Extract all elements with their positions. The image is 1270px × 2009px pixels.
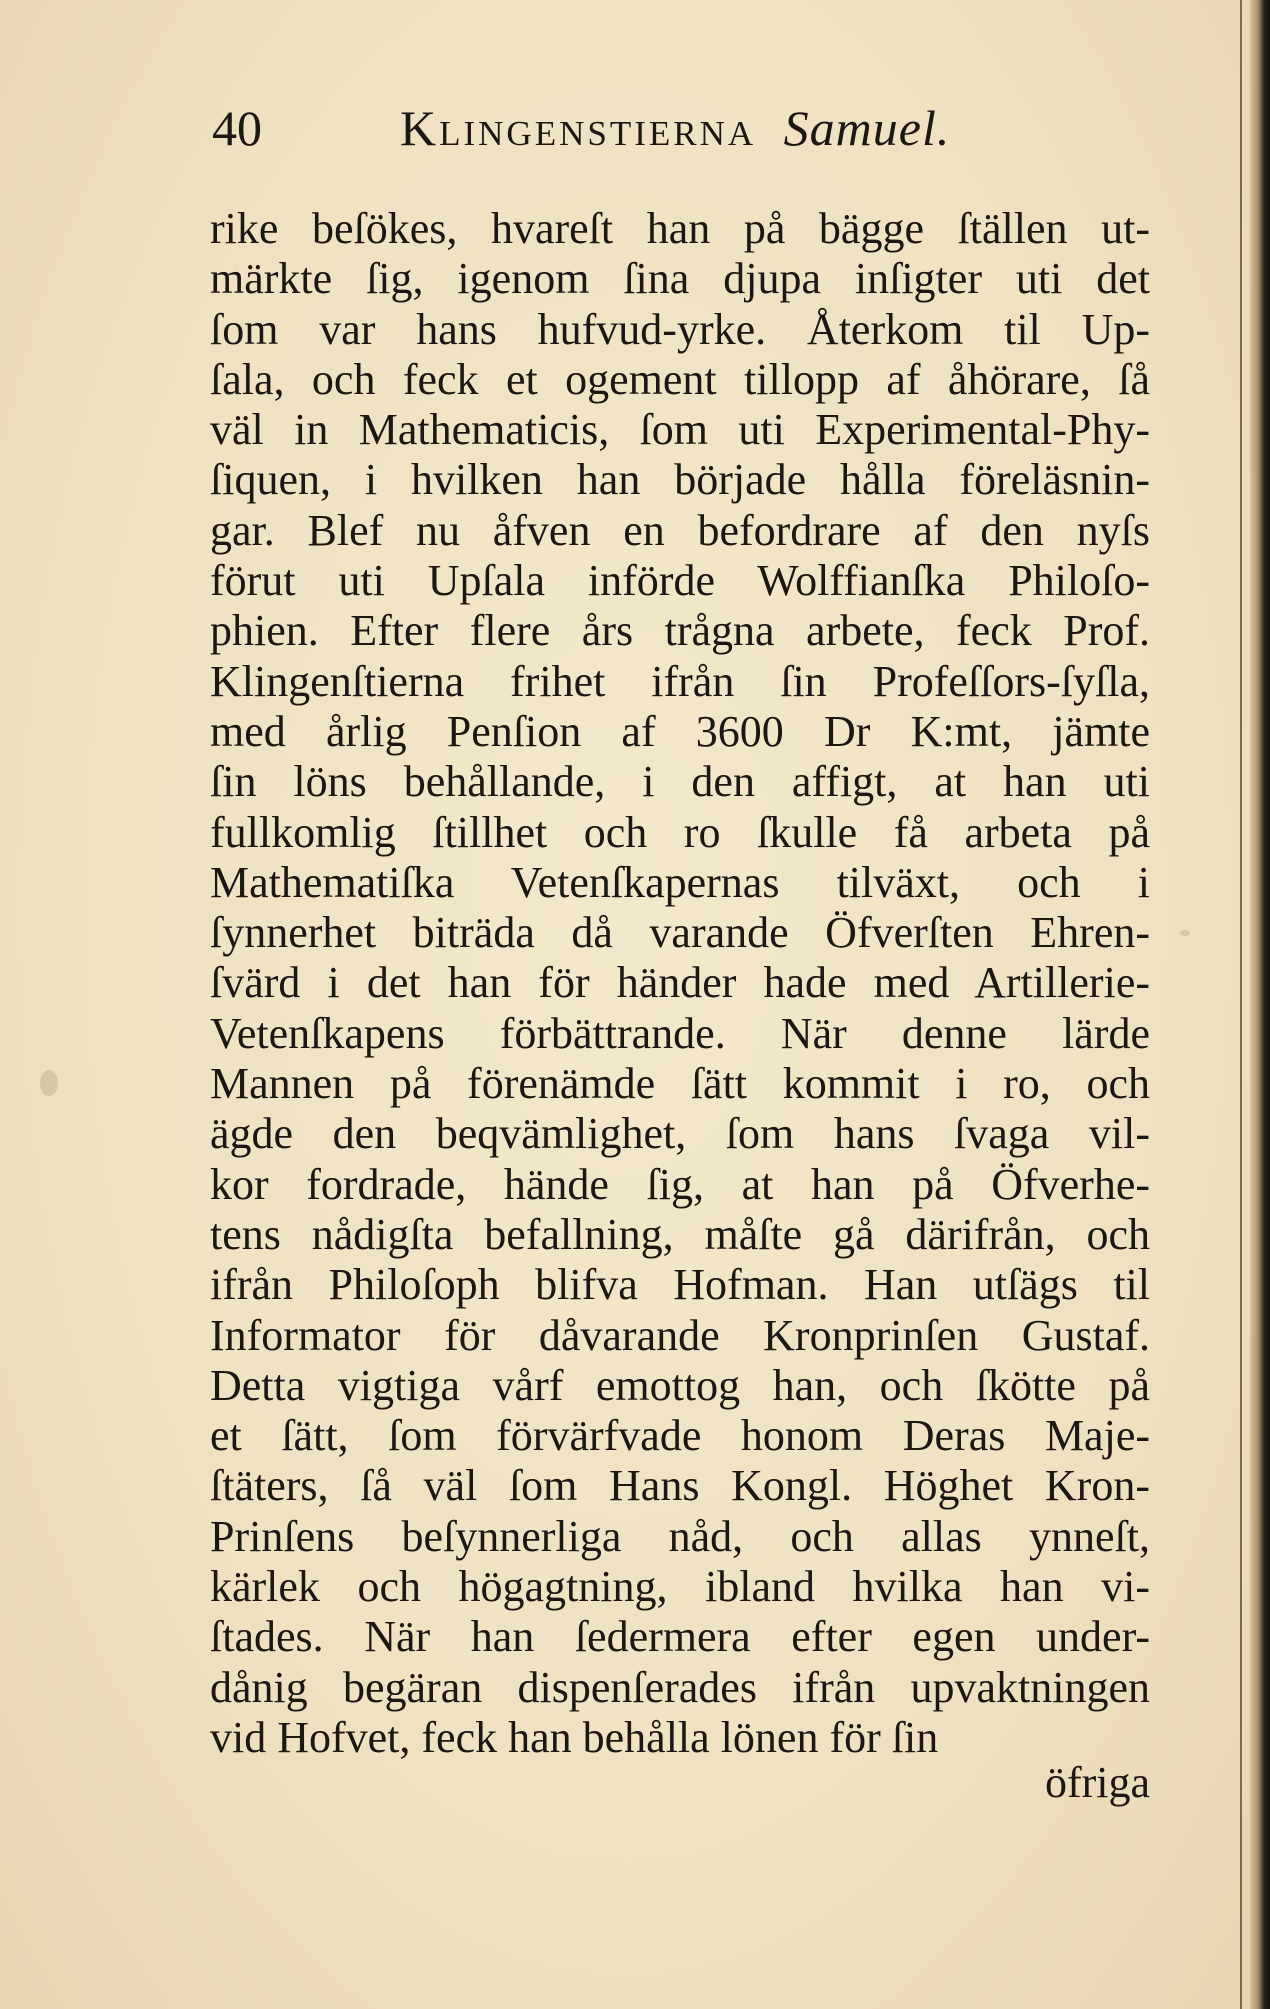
text-line: kor fordrade, hände ſig, at han på Öfverhe- xyxy=(210,1159,1150,1209)
running-head-surname: Klingenstierna xyxy=(400,100,757,156)
text-line: Klingenſtierna frihet ifrån ſin Profeſſors-ſyſla, xyxy=(210,656,1150,706)
running-head xyxy=(400,98,950,158)
text-line: ſiquen, i hvilken han började hålla föreläsnin- xyxy=(210,455,1150,505)
page-stain xyxy=(40,1070,58,1096)
text-line: ſvärd i det han för händer hade med Artillerie- xyxy=(210,958,1150,1008)
text-line: kärlek och högagtning, ibland hvilka han vi- xyxy=(210,1562,1150,1612)
text-line: ſtades. När han ſedermera efter egen under- xyxy=(210,1612,1150,1662)
text-line: Detta vigtiga vårf emottog han, och ſkötte på xyxy=(210,1360,1150,1410)
page-number: 40 xyxy=(212,100,262,156)
text-line: ifrån Philoſoph blifva Hofman. Han utſägs til xyxy=(210,1260,1150,1310)
text-line: med årlig Penſion af 3600 Dr K:mt, jämte xyxy=(210,706,1150,756)
text-line: rike beſökes, hvareſt han på bägge ſtällen ut- xyxy=(210,204,1150,253)
catchword: öfriga xyxy=(1044,1758,1150,1807)
text-line: ſin löns behållande, i den affigt, at han uti xyxy=(210,757,1150,807)
text-line: tens nådigſta befallning, måſte gå därifrån, och xyxy=(210,1209,1150,1259)
book-spine xyxy=(1250,0,1270,2009)
text-line: ſynnerhet biträda då varande Öfverſten Ehren- xyxy=(210,908,1150,958)
text-line: ſala, och feck et ogement tillopp af åhörare, ſå xyxy=(210,354,1150,404)
text-line: dånig begäran dispenſerades ifrån upvaktningen xyxy=(210,1662,1150,1712)
text-line: phien. Efter flere års trågna arbete, feck Prof. xyxy=(210,606,1150,656)
page-stain xyxy=(1180,930,1190,936)
text-line: Mathematiſka Vetenſkapernas tilväxt, och i xyxy=(210,857,1150,907)
text-line: ſom var hans hufvud-yrke. Återkom til Up- xyxy=(210,304,1150,354)
text-line: Vetenſkapens förbättrande. När denne lärde xyxy=(210,1008,1150,1058)
text-line: Prinſens beſynnerliga nåd, och allas ynneſt, xyxy=(210,1511,1150,1561)
text-line: ägde den beqvämlighet, ſom hans ſvaga vil- xyxy=(210,1109,1150,1159)
text-line: Mannen på förenämde ſätt kommit i ro, och xyxy=(210,1059,1150,1109)
text-line: gar. Blef nu åfven en befordrare af den nyſs xyxy=(210,505,1150,555)
text-line: väl in Mathematicis, ſom uti Experimental-Phy- xyxy=(210,405,1150,455)
page-header xyxy=(212,98,1162,158)
text-line: Informator för dåvarande Kronprinſen Gustaf. xyxy=(210,1310,1150,1360)
text-line: ſtäters, ſå väl ſom Hans Kongl. Höghet Kron- xyxy=(210,1461,1150,1511)
text-line: märkte ſig, igenom ſina djupa inſigter uti det xyxy=(210,254,1150,304)
text-line: fullkomlig ſtillhet och ro ſkulle få arbeta på xyxy=(210,807,1150,857)
text-line: et ſätt, ſom förvärfvade honom Deras Maje- xyxy=(210,1411,1150,1461)
text-line: förut uti Upſala införde Wolffianſka Philoſo- xyxy=(210,556,1150,606)
text-line: vid Hofvet, feck han behålla lönen för ſin xyxy=(210,1712,939,1762)
page-edge xyxy=(1240,0,1242,2009)
body-text xyxy=(210,204,1150,1763)
running-head-forename: Samuel. xyxy=(783,100,951,156)
